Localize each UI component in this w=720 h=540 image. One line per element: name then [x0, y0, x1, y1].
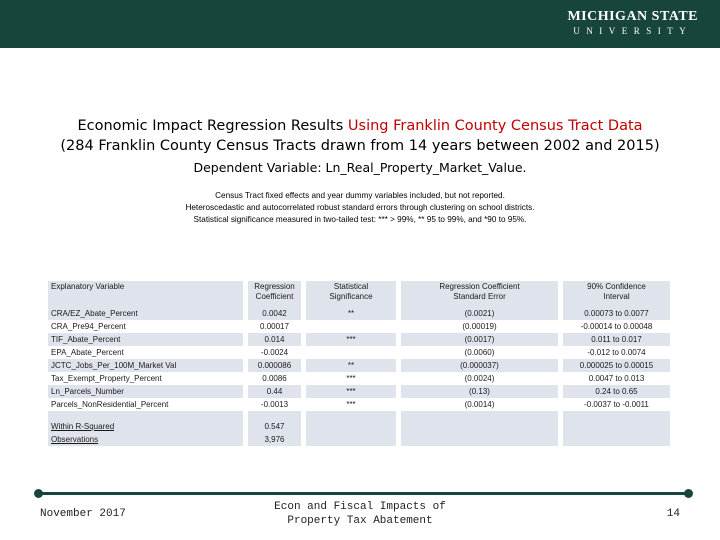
title-line-2: (284 Franklin County Census Tracts drawn from 14 years between 2002 and 2015) [60, 138, 660, 154]
header-variable: Explanatory Variable [48, 281, 243, 307]
header-significance: Statistical Significance [306, 281, 396, 307]
footer-date: November 2017 [40, 508, 126, 520]
note-line: Statistical significance measured in two-tailed test: *** > 99%, ** 95 to 99%, and *90 to 95%. [193, 215, 527, 224]
footer-divider [40, 492, 688, 495]
msu-logo [567, 9, 698, 37]
logo-line-2: UNIVERSITY [573, 26, 693, 36]
table-row: Tax_Exempt_Property_Percent 0.0086 *** (0.0024) 0.0047 to 0.013 [51, 374, 645, 383]
table-row: Ln_Parcels_Number 0.44 *** (0.13) 0.24 to 0.65 [48, 385, 670, 398]
table-row: Parcels_NonResidential_Percent -0.0013 *** (0.0014) -0.0037 to -0.0011 [51, 400, 649, 409]
slide-title [0, 116, 720, 178]
dependent-variable: Dependent Variable: Ln_Real_Property_Market_Value. [193, 160, 527, 175]
title-line-1-black: Economic Impact Regression Results [77, 118, 348, 134]
table-row: CRA/EZ_Abate_Percent 0.0042 ** (0.0021) 0.00073 to 0.0077 [48, 307, 670, 320]
table-row: EPA_Abate_Percent -0.0024 (0.0060) -0.012 to 0.0074 [51, 348, 646, 357]
header-standard-error: Regression Coefficient Standard Error [401, 281, 558, 307]
model-notes [0, 190, 720, 226]
footer-presentation-title: Econ and Fiscal Impacts of Property Tax Abatement [274, 501, 446, 527]
logo-line-1: MICHIGAN STATE [567, 9, 698, 24]
table-row: JCTC_Jobs_Per_100M_Market Val 0.000086 ** (0.000037) 0.000025 to 0.00015 [48, 359, 670, 372]
header-coefficient: Regression Coefficient [248, 281, 301, 307]
footer-divider-end-right [684, 489, 693, 498]
footer-divider-end-left [34, 489, 43, 498]
table-row: TIF_Abate_Percent 0.014 *** (0.0017) 0.011 to 0.017 [48, 333, 670, 346]
title-line-1-red: Using Franklin County Census Tract Data [347, 118, 643, 134]
title-line-1 [0, 116, 720, 136]
note-line: Census Tract fixed effects and year dummy variables included, but not reported. [215, 191, 505, 200]
note-line: Heteroscedastic and autocorrelated robust standard errors through clustering on school districts. [185, 203, 535, 212]
table-row: Within R-Squared 0.547 [48, 420, 670, 433]
table-row: Observations 3,976 [48, 433, 670, 446]
regression-table [48, 281, 670, 446]
top-banner [0, 0, 720, 48]
footer-page-number: 14 [666, 508, 680, 520]
table-row: CRA_Pre94_Percent 0.00017 (0.00019) -0.00014 to 0.00048 [51, 322, 653, 331]
header-confidence-interval: 90% Confidence Interval [563, 281, 670, 307]
table-header-row [48, 281, 670, 307]
table-spacer-row [48, 411, 670, 420]
